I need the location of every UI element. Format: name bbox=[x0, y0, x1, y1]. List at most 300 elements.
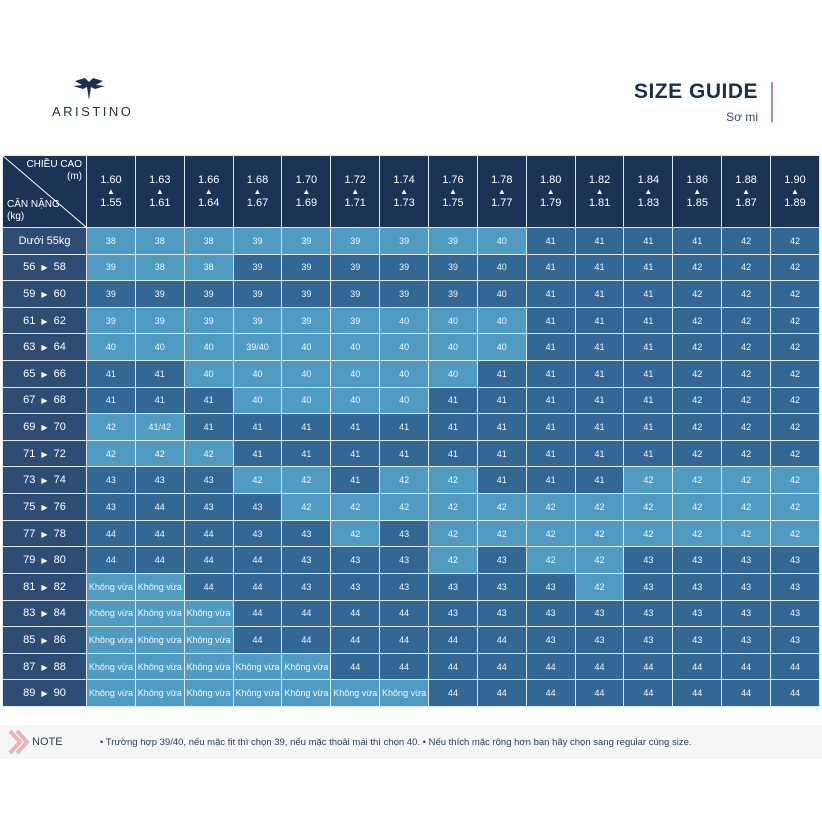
size-cell: 41 bbox=[575, 281, 624, 308]
weight-from: 71 bbox=[23, 447, 36, 460]
size-cell: 40 bbox=[477, 307, 526, 334]
size-cell: 44 bbox=[477, 627, 526, 654]
size-cell: 42 bbox=[673, 387, 722, 414]
size-cell: 44 bbox=[673, 680, 722, 707]
weight-to: 88 bbox=[53, 660, 66, 673]
size-cell: 42 bbox=[673, 440, 722, 467]
weight-row-label bbox=[3, 334, 87, 361]
size-cell: 41 bbox=[624, 281, 673, 308]
size-cell: 40 bbox=[380, 361, 429, 388]
size-cell: 41 bbox=[526, 440, 575, 467]
weight-row-label bbox=[3, 254, 87, 281]
size-cell: 41 bbox=[184, 414, 233, 441]
triangle-up-icon: ▲ bbox=[400, 186, 409, 196]
size-cell: 41 bbox=[282, 414, 331, 441]
size-cell: 41 bbox=[233, 440, 282, 467]
size-cell: 42 bbox=[575, 573, 624, 600]
size-cell: 40 bbox=[380, 387, 429, 414]
chevron-decoration-icon bbox=[8, 729, 30, 755]
weight-from: Dưới 55kg bbox=[18, 234, 71, 247]
height-max: 1.60 bbox=[100, 173, 122, 186]
table-row bbox=[3, 414, 820, 441]
size-cell: 40 bbox=[282, 387, 331, 414]
size-cell: 39 bbox=[233, 307, 282, 334]
size-cell: 42 bbox=[429, 520, 478, 547]
size-cell: 40 bbox=[184, 334, 233, 361]
size-cell: 42 bbox=[526, 520, 575, 547]
weight-to: 68 bbox=[53, 394, 66, 407]
triangle-right-icon: ▶ bbox=[41, 635, 48, 645]
size-cell: 42 bbox=[771, 387, 820, 414]
weight-row-label bbox=[3, 653, 87, 680]
triangle-up-icon: ▲ bbox=[351, 186, 360, 196]
size-cell: 38 bbox=[184, 228, 233, 255]
size-cell: 44 bbox=[477, 680, 526, 707]
size-cell: Không vừa bbox=[87, 680, 136, 707]
size-cell: 42 bbox=[87, 440, 136, 467]
size-cell: 44 bbox=[135, 547, 184, 574]
height-column-header bbox=[135, 156, 184, 228]
size-cell: 39 bbox=[331, 228, 380, 255]
size-cell: 44 bbox=[673, 653, 722, 680]
eagle-icon bbox=[71, 78, 107, 100]
weight-to: 70 bbox=[53, 421, 66, 434]
size-cell: 43 bbox=[429, 573, 478, 600]
size-cell: 44 bbox=[722, 680, 771, 707]
size-cell: 41 bbox=[526, 414, 575, 441]
height-column-header bbox=[87, 156, 136, 228]
size-cell: 42 bbox=[722, 254, 771, 281]
height-min: 1.81 bbox=[588, 196, 611, 209]
triangle-right-icon: ▶ bbox=[41, 502, 48, 512]
size-cell: Không vừa bbox=[87, 653, 136, 680]
size-cell: 44 bbox=[331, 600, 380, 627]
size-cell: Không vừa bbox=[135, 600, 184, 627]
size-cell: 43 bbox=[771, 600, 820, 627]
size-cell: 42 bbox=[771, 494, 820, 521]
weight-from: 89 bbox=[23, 687, 36, 700]
size-cell: 38 bbox=[135, 254, 184, 281]
weight-to: 74 bbox=[53, 474, 66, 487]
size-cell: 43 bbox=[331, 573, 380, 600]
size-cell: 44 bbox=[380, 627, 429, 654]
height-column-header bbox=[526, 156, 575, 228]
size-cell: 41 bbox=[526, 281, 575, 308]
size-cell: 39 bbox=[135, 281, 184, 308]
note-label: NOTE bbox=[32, 736, 63, 748]
table-row bbox=[3, 387, 820, 414]
weight-to: 90 bbox=[53, 687, 66, 700]
table-row bbox=[3, 494, 820, 521]
size-cell: 41 bbox=[575, 334, 624, 361]
size-cell: 39 bbox=[380, 254, 429, 281]
size-cell: 43 bbox=[575, 600, 624, 627]
weight-from: 83 bbox=[23, 607, 36, 620]
size-cell: 41 bbox=[575, 361, 624, 388]
triangle-right-icon: ▶ bbox=[41, 689, 48, 699]
triangle-right-icon: ▶ bbox=[41, 423, 48, 433]
size-cell: 43 bbox=[184, 467, 233, 494]
size-cell: 39 bbox=[87, 307, 136, 334]
table-row bbox=[3, 228, 820, 255]
size-cell: 42 bbox=[282, 494, 331, 521]
height-min: 1.77 bbox=[491, 196, 513, 209]
table-row bbox=[3, 653, 820, 680]
brand-logo bbox=[52, 78, 134, 119]
size-cell: 40 bbox=[380, 307, 429, 334]
height-max: 1.84 bbox=[637, 173, 660, 186]
size-cell: 43 bbox=[477, 600, 526, 627]
height-column-header bbox=[771, 156, 820, 228]
size-cell: 42 bbox=[771, 361, 820, 388]
title-block bbox=[634, 80, 758, 124]
triangle-up-icon: ▲ bbox=[497, 186, 506, 196]
size-cell: 42 bbox=[624, 467, 673, 494]
size-cell: 44 bbox=[771, 680, 820, 707]
size-cell: 41 bbox=[624, 307, 673, 334]
triangle-up-icon: ▲ bbox=[204, 186, 213, 196]
size-cell: 39 bbox=[429, 228, 478, 255]
size-cell: 42 bbox=[526, 547, 575, 574]
weight-row-label bbox=[3, 387, 87, 414]
size-cell: 39 bbox=[184, 307, 233, 334]
triangle-up-icon: ▲ bbox=[448, 186, 457, 196]
size-cell: 42 bbox=[673, 520, 722, 547]
size-cell: 44 bbox=[624, 653, 673, 680]
size-cell: 44 bbox=[233, 573, 282, 600]
size-cell: 41 bbox=[477, 440, 526, 467]
size-cell: 44 bbox=[477, 653, 526, 680]
size-cell: Không vừa bbox=[87, 627, 136, 654]
height-label: CHIỀU CAO bbox=[26, 159, 82, 170]
size-cell: 42 bbox=[673, 281, 722, 308]
size-cell: 40 bbox=[331, 334, 380, 361]
size-cell: 44 bbox=[575, 680, 624, 707]
size-cell: 40 bbox=[477, 334, 526, 361]
size-cell: 40 bbox=[87, 334, 136, 361]
triangle-right-icon: ▶ bbox=[41, 449, 48, 459]
triangle-right-icon: ▶ bbox=[41, 476, 48, 486]
size-cell: 41 bbox=[526, 387, 575, 414]
weight-to: 72 bbox=[53, 447, 66, 460]
size-cell: 43 bbox=[624, 627, 673, 654]
size-cell: 40 bbox=[380, 334, 429, 361]
size-cell: 44 bbox=[722, 653, 771, 680]
height-max: 1.68 bbox=[246, 173, 269, 186]
weight-from: 73 bbox=[23, 474, 36, 487]
size-cell: 43 bbox=[477, 547, 526, 574]
weight-from: 85 bbox=[23, 633, 36, 646]
height-column-header bbox=[575, 156, 624, 228]
size-cell: 41 bbox=[624, 228, 673, 255]
size-cell: 43 bbox=[722, 627, 771, 654]
triangle-right-icon: ▶ bbox=[41, 609, 48, 619]
height-column-header bbox=[477, 156, 526, 228]
height-column-header bbox=[282, 156, 331, 228]
height-max: 1.66 bbox=[197, 173, 220, 186]
size-cell: 43 bbox=[233, 494, 282, 521]
triangle-right-icon: ▶ bbox=[41, 529, 48, 539]
weight-row-label bbox=[3, 547, 87, 574]
size-cell: 42 bbox=[624, 520, 673, 547]
size-cell: 43 bbox=[282, 547, 331, 574]
size-cell: Không vừa bbox=[380, 680, 429, 707]
size-cell: 41 bbox=[87, 361, 136, 388]
height-column-header bbox=[624, 156, 673, 228]
height-min: 1.89 bbox=[784, 196, 806, 209]
size-cell: Không vừa bbox=[184, 680, 233, 707]
size-cell: 44 bbox=[624, 680, 673, 707]
height-max: 1.74 bbox=[393, 173, 415, 186]
size-cell: 44 bbox=[282, 627, 331, 654]
size-cell: 43 bbox=[380, 547, 429, 574]
size-cell: 41 bbox=[575, 228, 624, 255]
size-cell: 42 bbox=[477, 494, 526, 521]
size-cell: 41 bbox=[526, 334, 575, 361]
size-cell: 42 bbox=[673, 361, 722, 388]
size-cell: 42 bbox=[135, 440, 184, 467]
size-cell: Không vừa bbox=[184, 600, 233, 627]
size-cell: 41 bbox=[575, 307, 624, 334]
triangle-up-icon: ▲ bbox=[546, 186, 555, 196]
height-min: 1.79 bbox=[539, 196, 562, 209]
size-cell: 43 bbox=[526, 627, 575, 654]
size-cell: 41 bbox=[331, 467, 380, 494]
size-cell: Không vừa bbox=[135, 573, 184, 600]
triangle-up-icon: ▲ bbox=[595, 186, 604, 196]
size-cell: 40 bbox=[282, 334, 331, 361]
triangle-right-icon: ▶ bbox=[41, 662, 48, 672]
size-cell: 41 bbox=[624, 254, 673, 281]
size-cell: 41 bbox=[624, 440, 673, 467]
weight-to: 78 bbox=[53, 527, 66, 540]
weight-to: 80 bbox=[53, 554, 66, 567]
height-header bbox=[26, 159, 82, 183]
triangle-right-icon: ▶ bbox=[41, 343, 48, 353]
height-min: 1.83 bbox=[637, 196, 660, 209]
size-cell: 42 bbox=[722, 387, 771, 414]
size-cell: 39 bbox=[380, 281, 429, 308]
page-title: SIZE GUIDE bbox=[633, 80, 758, 103]
size-cell: 41 bbox=[624, 387, 673, 414]
size-cell: 44 bbox=[135, 520, 184, 547]
weight-to: 66 bbox=[53, 367, 66, 380]
weight-to: 82 bbox=[53, 580, 66, 593]
size-cell: 40 bbox=[135, 334, 184, 361]
size-cell: 44 bbox=[575, 653, 624, 680]
size-cell: 39 bbox=[135, 307, 184, 334]
weight-from: 63 bbox=[23, 341, 36, 354]
weight-row-label bbox=[3, 520, 87, 547]
size-cell: 43 bbox=[477, 573, 526, 600]
height-min: 1.67 bbox=[246, 196, 269, 209]
triangle-right-icon: ▶ bbox=[41, 396, 48, 406]
size-cell: 44 bbox=[233, 547, 282, 574]
size-cell: 41 bbox=[282, 440, 331, 467]
size-cell: 42 bbox=[87, 414, 136, 441]
weight-from: 56 bbox=[23, 261, 36, 274]
size-cell: 41 bbox=[477, 467, 526, 494]
size-cell: Không vừa bbox=[184, 653, 233, 680]
size-cell: 43 bbox=[624, 547, 673, 574]
size-cell: 40 bbox=[282, 361, 331, 388]
size-cell: Không vừa bbox=[184, 627, 233, 654]
triangle-up-icon: ▲ bbox=[644, 186, 653, 196]
size-cell: 39/40 bbox=[233, 334, 282, 361]
size-cell: 43 bbox=[87, 467, 136, 494]
weight-to: 60 bbox=[53, 288, 66, 301]
weight-row-label bbox=[3, 467, 87, 494]
size-cell: 41 bbox=[135, 361, 184, 388]
height-min: 1.61 bbox=[149, 196, 171, 209]
height-max: 1.82 bbox=[588, 173, 611, 186]
size-cell: 42 bbox=[722, 467, 771, 494]
size-cell: 44 bbox=[526, 680, 575, 707]
size-cell: 38 bbox=[135, 228, 184, 255]
size-cell: 41 bbox=[184, 387, 233, 414]
header-row bbox=[3, 156, 820, 228]
size-cell: 42 bbox=[673, 334, 722, 361]
size-cell: Không vừa bbox=[233, 680, 282, 707]
brand-name: ARISTINO bbox=[52, 104, 134, 119]
size-cell: 42 bbox=[722, 361, 771, 388]
size-cell: 44 bbox=[135, 494, 184, 521]
size-cell: Không vừa bbox=[282, 680, 331, 707]
size-cell: 43 bbox=[771, 547, 820, 574]
corner-header bbox=[3, 156, 87, 228]
size-cell: 42 bbox=[477, 520, 526, 547]
page-subtitle: Sơ mi bbox=[726, 110, 758, 124]
height-max: 1.63 bbox=[149, 173, 171, 186]
size-cell: 44 bbox=[233, 600, 282, 627]
height-min: 1.87 bbox=[735, 196, 757, 209]
title-accent-bar bbox=[771, 82, 773, 122]
size-cell: 42 bbox=[282, 467, 331, 494]
size-cell: 42 bbox=[722, 281, 771, 308]
size-cell: 42 bbox=[575, 547, 624, 574]
size-cell: 43 bbox=[380, 520, 429, 547]
size-cell: Không vừa bbox=[87, 573, 136, 600]
weight-from: 81 bbox=[23, 580, 36, 593]
size-cell: 39 bbox=[233, 228, 282, 255]
weight-row-label bbox=[3, 494, 87, 521]
size-cell: 39 bbox=[331, 254, 380, 281]
triangle-up-icon: ▲ bbox=[693, 186, 702, 196]
size-cell: 42 bbox=[722, 228, 771, 255]
height-min: 1.85 bbox=[686, 196, 708, 209]
size-cell: 43 bbox=[673, 573, 722, 600]
triangle-up-icon: ▲ bbox=[302, 186, 311, 196]
size-cell: 39 bbox=[429, 281, 478, 308]
size-cell: 43 bbox=[722, 600, 771, 627]
triangle-right-icon: ▶ bbox=[41, 556, 48, 566]
size-cell: 44 bbox=[380, 600, 429, 627]
size-cell: 44 bbox=[771, 653, 820, 680]
size-cell: 41 bbox=[526, 361, 575, 388]
height-min: 1.75 bbox=[442, 196, 464, 209]
weight-unit: (kg) bbox=[7, 211, 25, 222]
size-cell: 41 bbox=[380, 440, 429, 467]
size-cell: 41 bbox=[624, 414, 673, 441]
weight-header bbox=[7, 199, 60, 223]
size-cell: 42 bbox=[673, 307, 722, 334]
height-max: 1.88 bbox=[735, 173, 757, 186]
size-cell: 42 bbox=[722, 494, 771, 521]
table-row bbox=[3, 334, 820, 361]
size-cell: 44 bbox=[380, 653, 429, 680]
weight-from: 75 bbox=[23, 500, 36, 513]
size-cell: 41 bbox=[87, 387, 136, 414]
size-cell: 42 bbox=[331, 520, 380, 547]
size-cell: 40 bbox=[429, 334, 478, 361]
size-cell: 42 bbox=[771, 228, 820, 255]
size-cell: 42 bbox=[429, 467, 478, 494]
weight-from: 59 bbox=[23, 288, 36, 301]
size-cell: 43 bbox=[771, 573, 820, 600]
size-cell: 39 bbox=[233, 254, 282, 281]
size-cell: 43 bbox=[429, 600, 478, 627]
size-cell: 40 bbox=[331, 387, 380, 414]
weight-to: 76 bbox=[53, 500, 66, 513]
size-cell: 42 bbox=[526, 494, 575, 521]
size-cell: 40 bbox=[233, 387, 282, 414]
size-cell: 40 bbox=[477, 281, 526, 308]
table-row bbox=[3, 520, 820, 547]
size-cell: 43 bbox=[87, 494, 136, 521]
size-cell: 44 bbox=[429, 653, 478, 680]
size-cell: 43 bbox=[624, 573, 673, 600]
size-cell: 43 bbox=[282, 520, 331, 547]
size-cell: 43 bbox=[282, 573, 331, 600]
size-cell: 42 bbox=[673, 494, 722, 521]
size-cell: 41 bbox=[624, 334, 673, 361]
size-cell: 42 bbox=[771, 334, 820, 361]
size-cell: Không vừa bbox=[135, 627, 184, 654]
size-cell: 42 bbox=[722, 307, 771, 334]
weight-from: 79 bbox=[23, 554, 36, 567]
size-cell: 43 bbox=[624, 600, 673, 627]
size-cell: 42 bbox=[673, 467, 722, 494]
size-cell: 44 bbox=[184, 547, 233, 574]
size-cell: 43 bbox=[673, 547, 722, 574]
size-cell: 42 bbox=[575, 520, 624, 547]
height-min: 1.64 bbox=[197, 196, 220, 209]
height-max: 1.86 bbox=[686, 173, 708, 186]
size-cell: 43 bbox=[722, 573, 771, 600]
size-cell: 43 bbox=[526, 573, 575, 600]
size-cell: 41 bbox=[477, 361, 526, 388]
weight-row-label bbox=[3, 600, 87, 627]
size-cell: 39 bbox=[429, 254, 478, 281]
weight-from: 87 bbox=[23, 660, 36, 673]
height-max: 1.78 bbox=[491, 173, 513, 186]
size-cell: 41 bbox=[575, 414, 624, 441]
size-cell: 42 bbox=[380, 494, 429, 521]
size-cell: 44 bbox=[184, 573, 233, 600]
size-cell: 40 bbox=[184, 361, 233, 388]
table-row bbox=[3, 281, 820, 308]
size-cell: 39 bbox=[282, 281, 331, 308]
size-cell: 41/42 bbox=[135, 414, 184, 441]
size-cell: 41 bbox=[331, 414, 380, 441]
size-cell: 44 bbox=[87, 520, 136, 547]
size-cell: Không vừa bbox=[331, 680, 380, 707]
height-max: 1.90 bbox=[784, 173, 806, 186]
weight-from: 69 bbox=[23, 421, 36, 434]
weight-from: 77 bbox=[23, 527, 36, 540]
size-cell: 38 bbox=[184, 254, 233, 281]
weight-to: 84 bbox=[53, 607, 66, 620]
